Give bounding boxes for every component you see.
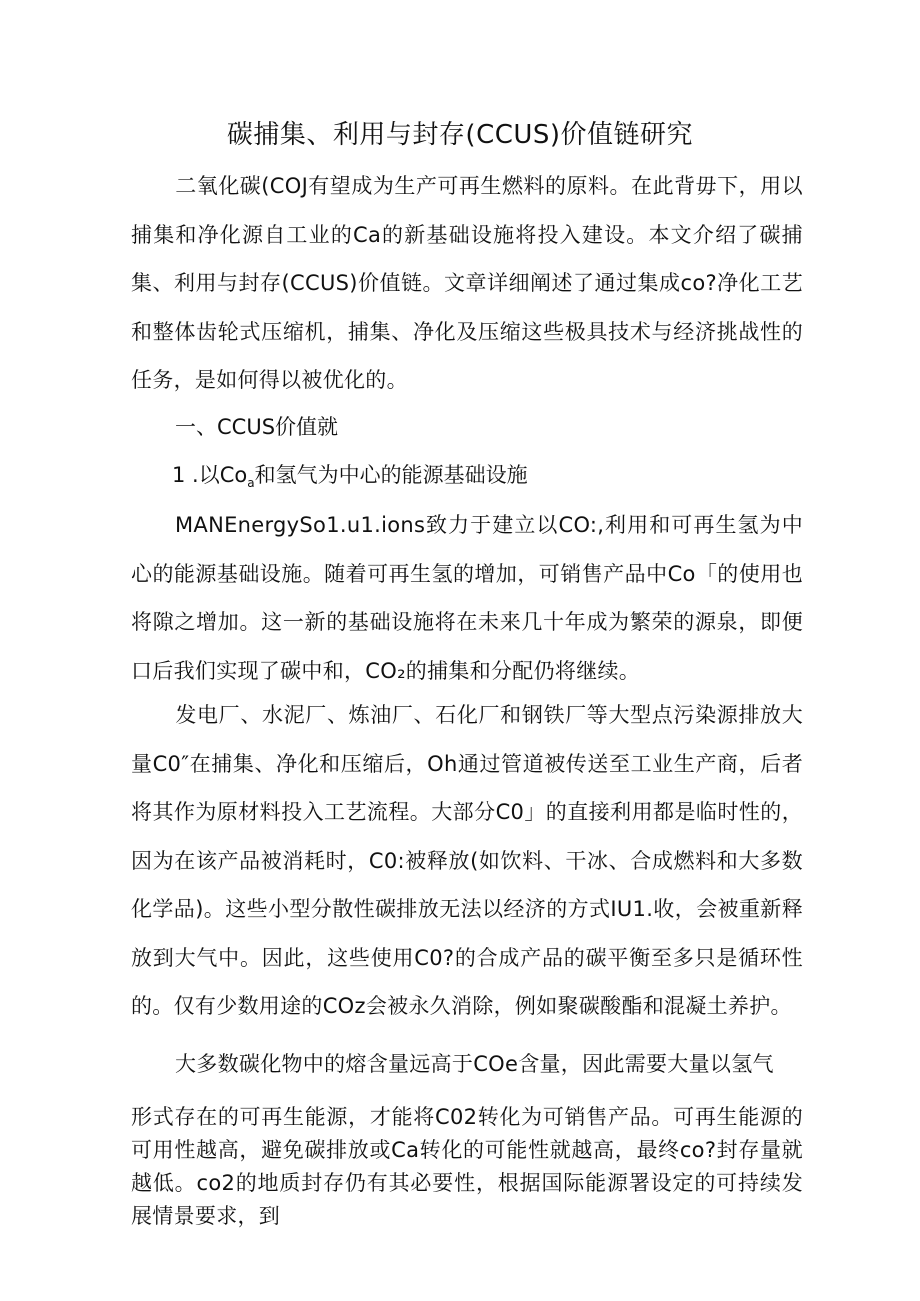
- subsection-heading-suffix: 和氢气为中心的能源基础设施: [254, 463, 528, 487]
- document-title: 碳捕集、利用与封存(CCUS)价值链研究: [226, 120, 694, 150]
- paragraph-2-text: 发电厂、水泥厂、炼油厂、石化厂和钢铁厂等大型点污染源排放大量C0″在捕集、净化和压缩后，Oh通过管道被传送至工业生产商，后者将其作为原材料投入工艺流程。大部分C0」的直接利用都是临时性的，因为在该产品被消耗时，C0:被释放(如饮料、干冰、合成燃料和大多数化学品)。这些小型分散性碳排放无法以经济的方式IU1.收，会被重新释放到大气中。因此，这些使用C0?的合成产品的碳平衡至多只是循环性的。仅有少数用途的COz会被永久消除，例如聚碳酸酯和混凝土养护。: [131, 703, 803, 1018]
- paragraph-3-text: 大多数碳化物中的熔含量远高于COe含量，因此需要大量以氢气: [175, 1052, 774, 1076]
- paragraph-4: 形式存在的可再生能源，才能将C02转化为可销售产品。可再生能源的可用性越高，避免碳排放或Ca转化的可能性就越高，最终co?封存量就越低。co2的地质封存仍有其必要性，根据国际能源署设定的可持续发展情景要求，到: [131, 1105, 803, 1228]
- paragraph-2: [131, 691, 803, 1031]
- paragraph-1-text: MANEnergySo1.u1.ions致力于建立以CO:,利用和可再生氢为中心的能源基础设施。随着可再生氢的增加，可销售产品中Co「的使用也将隙之增加。这一新的基础设施将在未来几十年成为繁荣的源泉，即便口后我们实现了碳中和，CO₂的捕集和分配仍将继续。: [131, 513, 803, 683]
- subsection-heading-subscript: a: [247, 476, 255, 491]
- section-heading-ccus: 一、CCUS价值就: [175, 415, 339, 439]
- paragraph-1: [131, 501, 803, 695]
- subsection-heading-prefix: 1 .以Co: [172, 463, 248, 487]
- paragraph-intro: [131, 162, 803, 405]
- subsection-heading-energy-infrastructure: [172, 459, 528, 490]
- paragraph-intro-text: 二氧化碳(COJ有望成为生产可再生燃料的原料。在此背毋下，用以捕集和净化源自工业的Ca的新基础设施将投入建设。本文介绍了碳捕集、利用与封存(CCUS)价值链。文章详细阐述了通过集成co?净化工艺和整体齿轮式压缩机，捕集、净化及压缩这些极具技术与经济挑战性的任务，是如何得以被优化的。: [131, 174, 803, 392]
- paragraph-3: [131, 1040, 803, 1089]
